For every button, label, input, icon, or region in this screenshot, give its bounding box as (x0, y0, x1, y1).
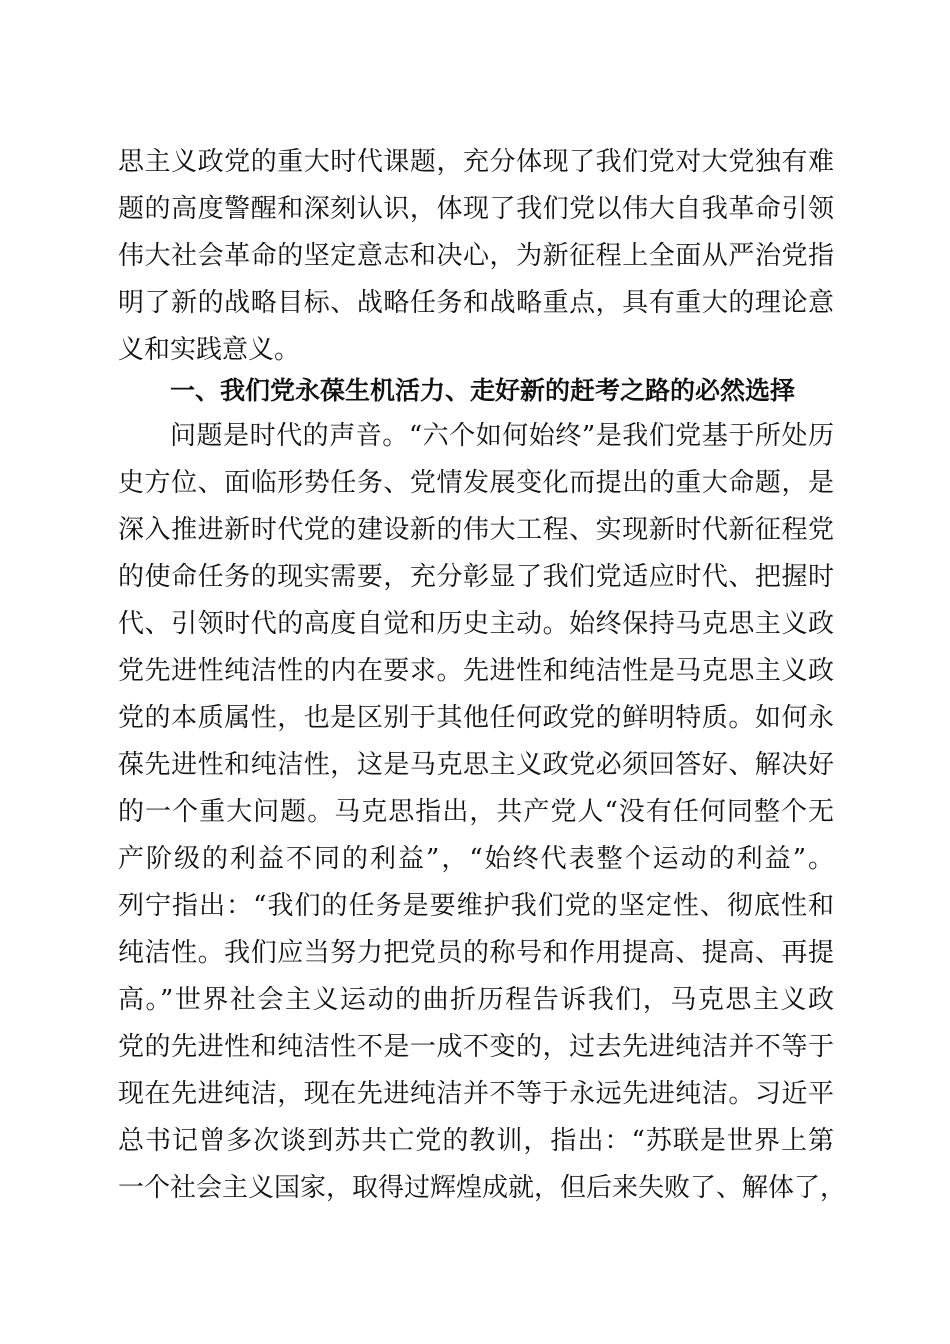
text-line: 总书记曾多次谈到苏共亡党的教训，指出：“苏联是世界上第 (118, 1126, 834, 1156)
text-line: 的一个重大问题。马克思指出，共产党人“没有任何同整个无 (118, 797, 834, 827)
section-heading: 一、我们党永葆生机活力、走好新的赶考之路的必然选择 (170, 376, 796, 405)
text-line: 纯洁性。我们应当努力把党员的称号和作用提高、提高、再提 (118, 938, 834, 968)
text-line: 一个社会主义国家，取得过辉煌成就，但后来失败了、解体了， (118, 1173, 847, 1203)
text-line: 党的先进性和纯洁性不是一成不变的，过去先进纯洁并不等于 (118, 1032, 834, 1062)
text-line: 思主义政党的重大时代课题，充分体现了我们党对大党独有难 (118, 147, 834, 177)
text-line: 明了新的战略目标、战略任务和战略重点，具有重大的理论意 (118, 288, 834, 318)
text-line: 伟大社会革命的坚定意志和决心，为新征程上全面从严治党指 (118, 241, 834, 271)
text-line: 高。”世界社会主义运动的曲折历程告诉我们，马克思主义政 (118, 985, 834, 1015)
text-line: 史方位、面临形势任务、党情发展变化而提出的重大命题，是 (118, 468, 834, 498)
text-line: 义和实践意义。 (118, 335, 301, 365)
text-line: 葆先进性和纯洁性，这是马克思主义政党必须回答好、解决好 (118, 750, 834, 780)
text-line: 列宁指出：“我们的任务是要维护我们党的坚定性、彻底性和 (118, 891, 834, 921)
text-line: 代、引领时代的高度自觉和历史主动。始终保持马克思主义政 (118, 609, 834, 639)
text-line: 题的高度警醒和深刻认识，体现了我们党以伟大自我革命引领 (118, 194, 834, 224)
text-line: 产阶级的利益不同的利益”，“始终代表整个运动的利益”。 (118, 844, 834, 874)
text-line: 现在先进纯洁，现在先进纯洁并不等于永远先进纯洁。习近平 (118, 1079, 834, 1109)
text-line: 党先进性纯洁性的内在要求。先进性和纯洁性是马克思主义政 (118, 656, 834, 686)
text-line: 问题是时代的声音。“六个如何始终”是我们党基于所处历 (170, 421, 834, 451)
text-line: 深入推进新时代党的建设新的伟大工程、实现新时代新征程党 (118, 515, 834, 545)
text-line: 的使命任务的现实需要，充分彰显了我们党适应时代、把握时 (118, 562, 834, 592)
text-line: 党的本质属性，也是区别于其他任何政党的鲜明特质。如何永 (118, 703, 834, 733)
